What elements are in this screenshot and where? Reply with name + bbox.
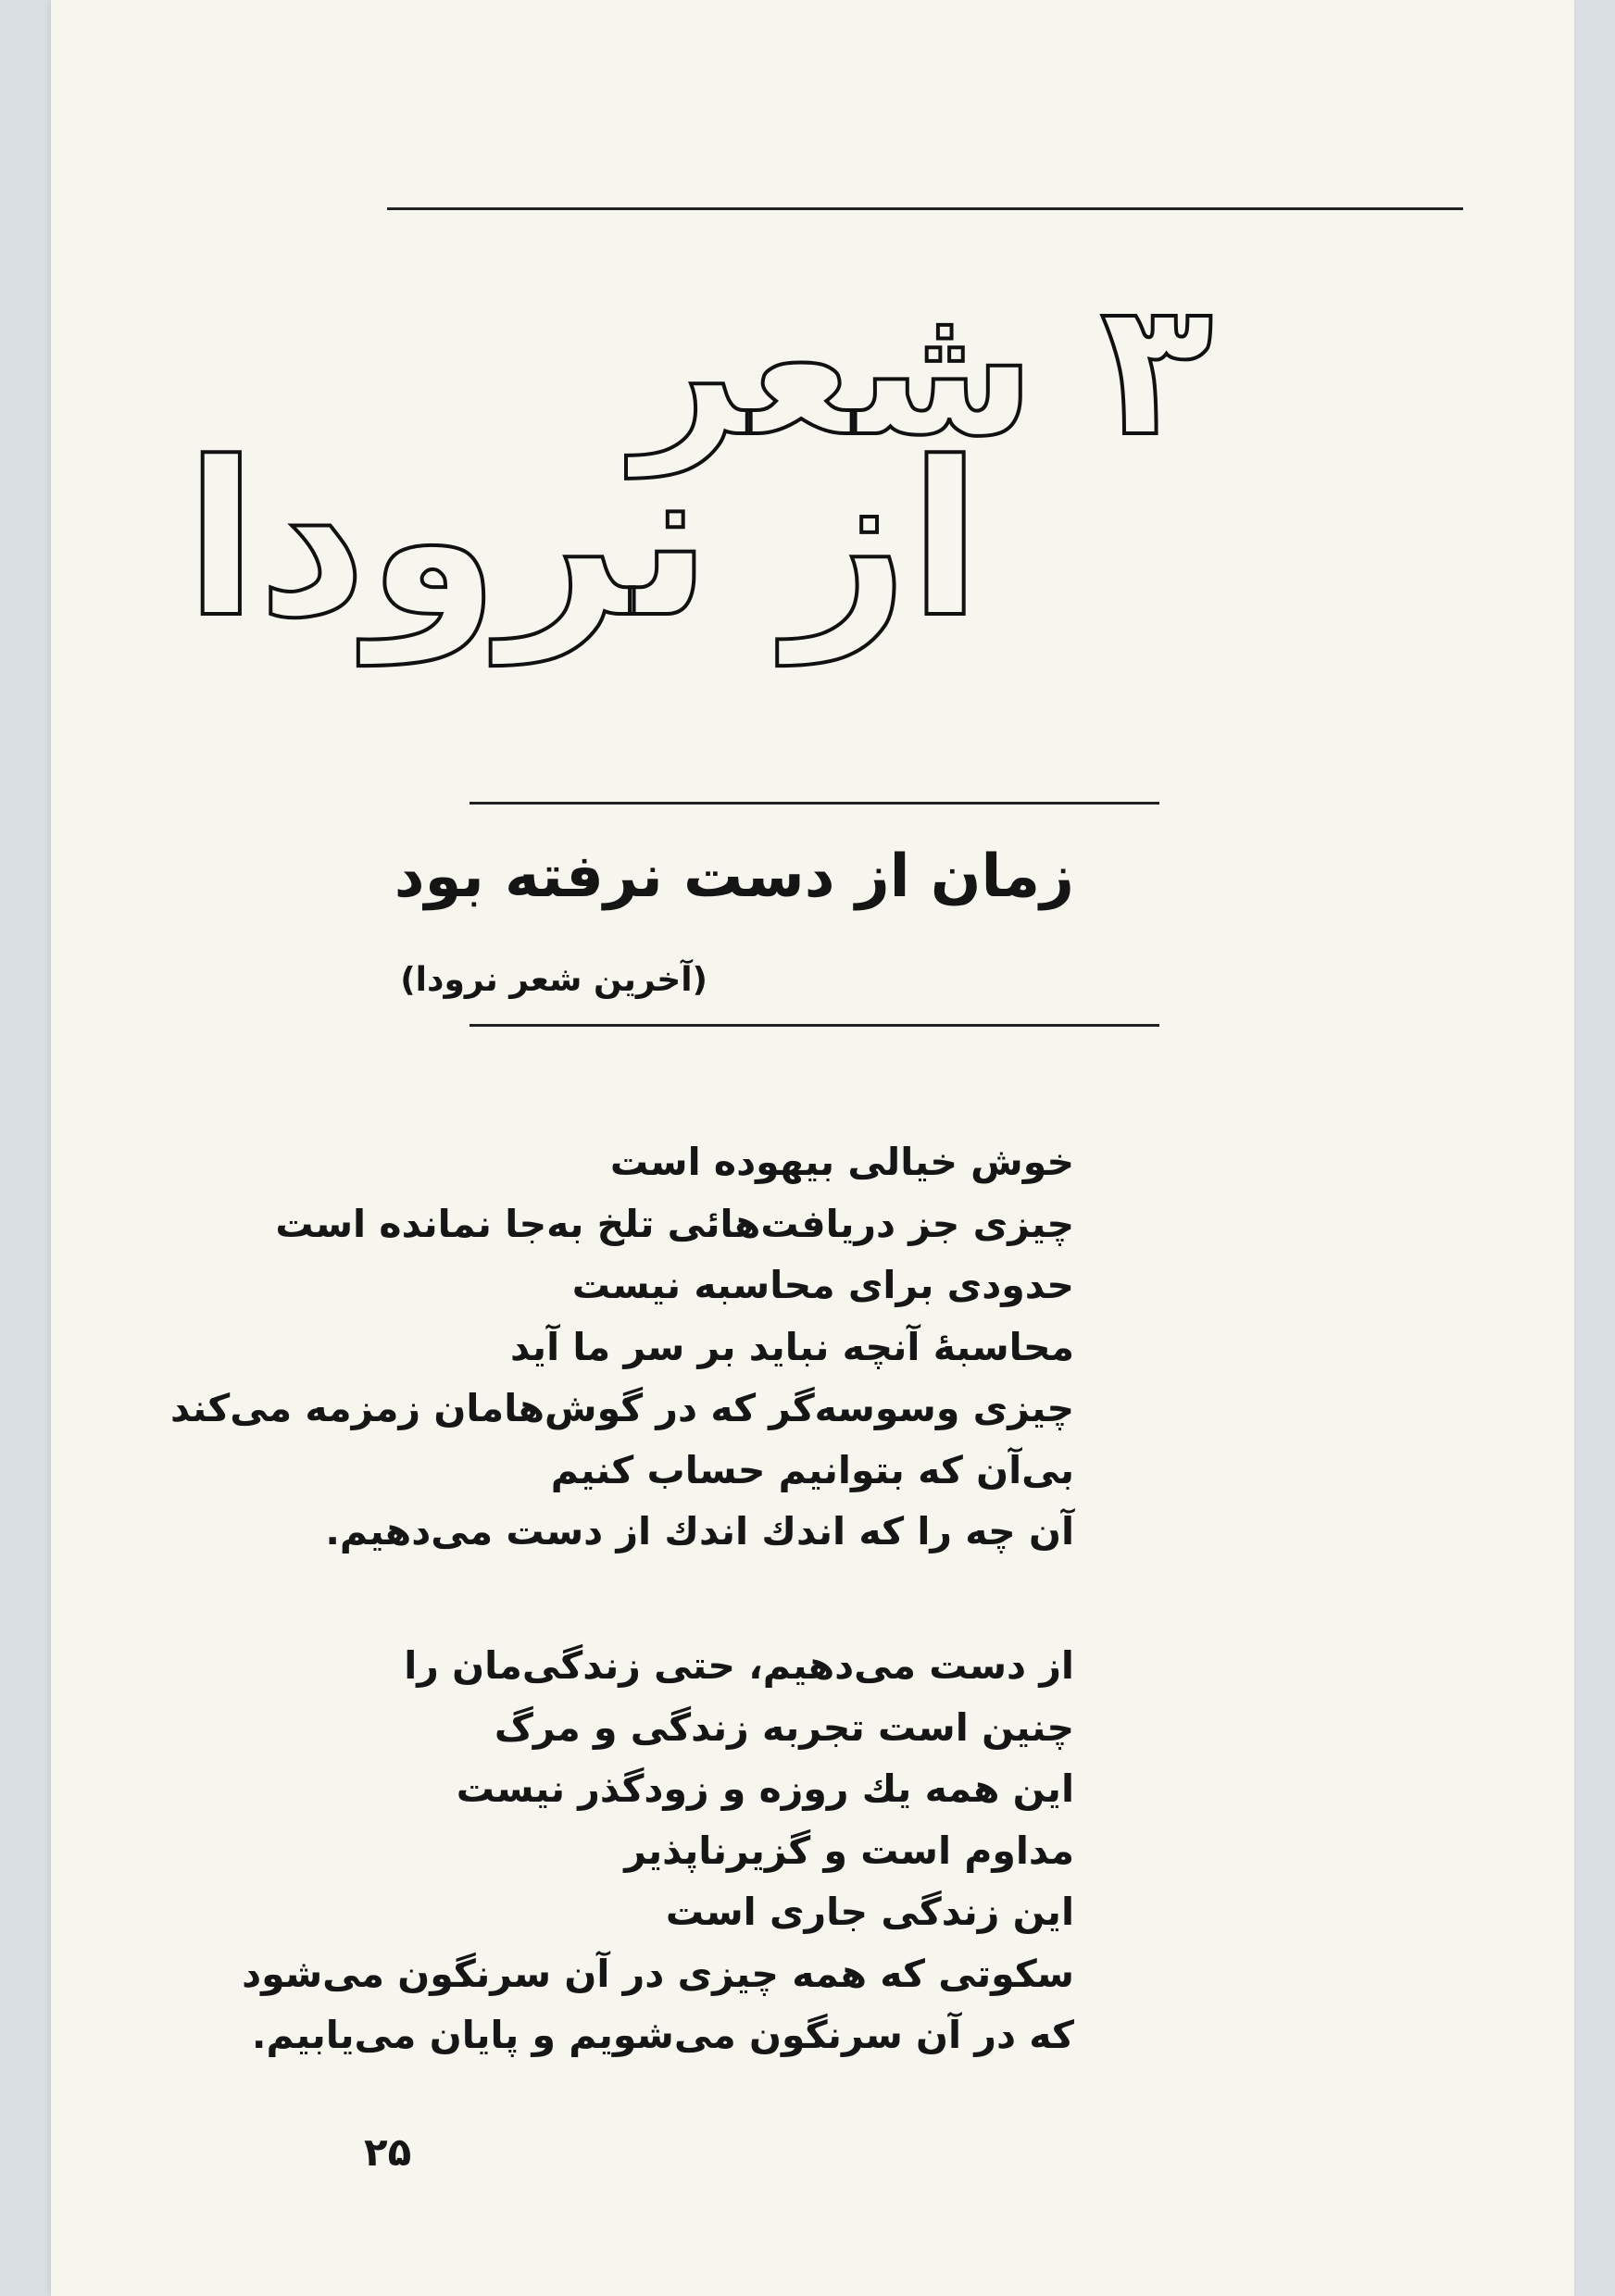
verse-line: از دست می‌دهیم، حتی زندگی‌مان را xyxy=(404,1643,1074,1688)
subtitle-bottom-rule xyxy=(469,1024,1159,1027)
title-line-1: ۳ شعر xyxy=(633,262,1213,478)
page xyxy=(51,0,1574,2296)
verse-line: آن چه را که اندك اندك از دست می‌دهیم. xyxy=(325,1509,1074,1554)
poem-title: زمان از دست نرفته بود xyxy=(394,842,1074,911)
verse-line: که در آن سرنگون می‌شویم و پایان می‌یابیم. xyxy=(251,2013,1074,2057)
verse-line: سکوتی که همه چیزی در آن سرنگون می‌شود xyxy=(242,1951,1074,1996)
verse-line: مداوم است و گزیرناپذیر xyxy=(624,1828,1074,1873)
verse-line: خوش خیالی بیهوده است xyxy=(609,1140,1074,1184)
verse-line: چنین است تجربه زندگی و مرگ xyxy=(494,1704,1074,1750)
verse-line: این زندگی جاری است xyxy=(665,1890,1074,1934)
verse-line: چیزی وسوسه‌گر که در گوش‌هامان زمزمه می‌کند xyxy=(170,1386,1074,1430)
verse-line: این همه یك روزه و زودگذر نیست xyxy=(456,1766,1074,1811)
page-number: ۲۵ xyxy=(364,2129,412,2175)
verse-line: چیزی جز دریافت‌هائی تلخ به‌جا نمانده است xyxy=(275,1201,1074,1246)
title-line-2: از نرودا xyxy=(184,418,982,665)
top-rule xyxy=(387,207,1463,210)
stanza-2 xyxy=(242,1635,1074,2066)
poem-note: (آخرین شعر نرودا) xyxy=(400,961,707,999)
verse-line: حدودی برای محاسبه نیست xyxy=(571,1263,1074,1307)
verse-line: محاسبهٔ آنچه نباید بر سر ما آید xyxy=(510,1324,1074,1369)
subtitle-top-rule xyxy=(469,802,1159,805)
stanza-1 xyxy=(170,1131,1074,1563)
verse-line: بی‌آن که بتوانیم حساب کنیم xyxy=(550,1447,1074,1492)
